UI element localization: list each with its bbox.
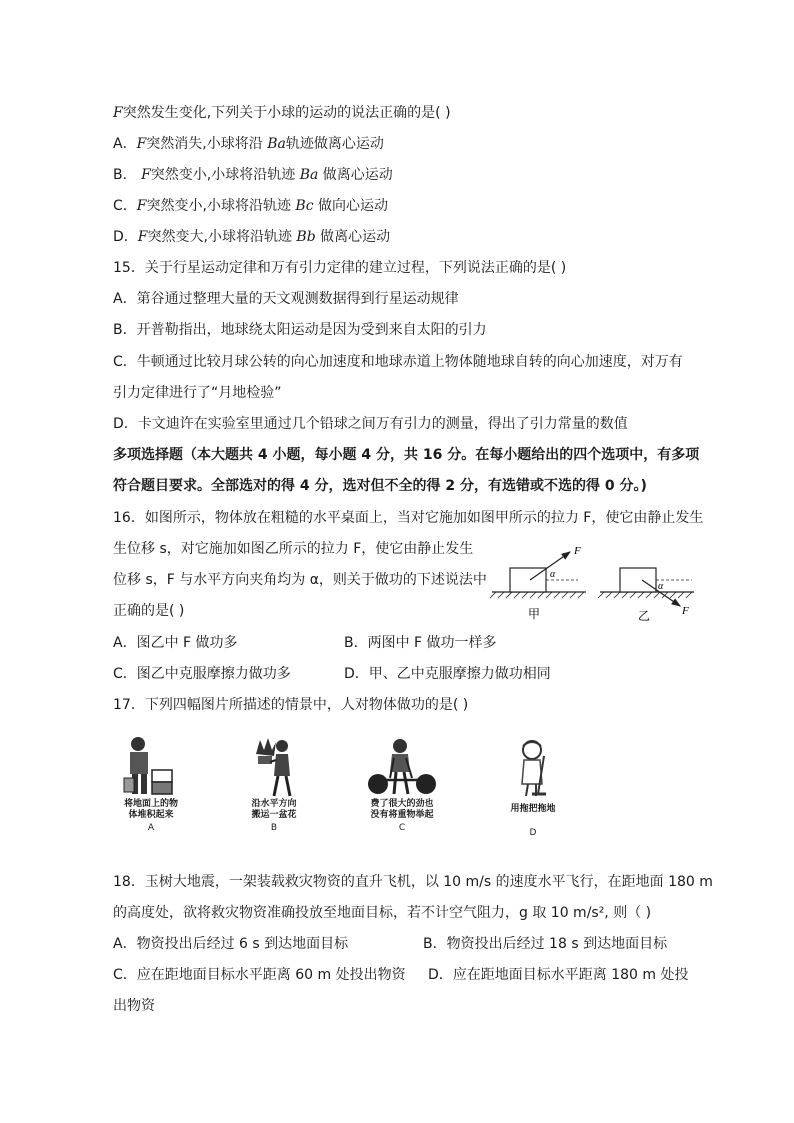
picture-caption: 将地面上的物 体堆积起来 <box>123 799 178 820</box>
q15-option-a: A．第谷通过整理大量的天文观测数据得到行星运动规律 <box>113 291 459 307</box>
figure-jia <box>490 545 586 621</box>
path-var: Bb <box>296 229 316 245</box>
q15-option-c-line1: C．牛顿通过比较月球公转的向心加速度和地球赤道上物体随地球自转的向心加速度，对万有 <box>113 354 683 370</box>
q14-stem-var: F <box>113 105 123 121</box>
force-var: F <box>136 136 147 152</box>
q16-stem-line3: 位移 s，F 与水平方向夹角均为 α，则关于做功的下述说法中 <box>113 572 487 588</box>
picture-letter: D <box>529 828 537 838</box>
section-header-line1: 多项选择题（本大题共 4 小题，每小题 4 分，共 16 分。在每小题给出的四个选项中，有多项 <box>113 447 700 463</box>
figure-yi <box>598 568 694 623</box>
force-var: F <box>136 198 147 214</box>
force-var: F <box>141 167 151 183</box>
q15-stem: 15．关于行星运动定律和万有引力定律的建立过程，下列说法正确的是( ) <box>113 260 567 276</box>
option-text: 突然消失,小球将沿 <box>146 136 268 152</box>
angle-label: α <box>658 581 664 592</box>
q14-stem <box>113 103 451 123</box>
option-text: 做离心运动 <box>315 229 391 245</box>
q16-option-c: C．图乙中克服摩擦力做功多 <box>113 666 291 682</box>
q16-option-d: D．甲、乙中克服摩擦力做功相同 <box>344 666 551 682</box>
q18-option-a: A．物资投出后经过 6 s 到达地面目标 <box>113 936 349 952</box>
option-label: A． <box>113 136 137 152</box>
block <box>510 568 546 592</box>
q14-stem-text: 突然发生变化,下列关于小球的运动的说法正确的是( ) <box>122 105 451 121</box>
q14-option-d <box>113 227 390 247</box>
angle-label: α <box>550 569 556 580</box>
force-label: F <box>574 545 581 557</box>
option-label: B． <box>113 167 137 183</box>
q18-stem-line1: 18．玉树大地震，一架装载救灾物资的直升飞机，以 10 m/s 的速度水平飞行，在距地面 180 m <box>113 874 713 890</box>
path-var: Ba <box>267 136 286 152</box>
q15-option-d: D．卡文迪许在实验室里通过几个铅球之间万有引力的测量，得出了引力常量的数值 <box>113 416 628 432</box>
option-label: C． <box>113 198 137 214</box>
force-var: F <box>137 229 148 245</box>
figure-label-jia: 甲 <box>528 607 541 621</box>
q16-option-b: B．两图中 F 做功一样多 <box>344 635 497 651</box>
option-text: 突然变小,小球将沿轨迹 <box>146 198 296 214</box>
q14-option-c <box>113 196 388 216</box>
q16-option-a: A．图乙中 F 做功多 <box>113 635 238 651</box>
q16-force-figure <box>486 540 698 630</box>
path-var: Bc <box>295 198 314 214</box>
q14-option-a <box>113 134 384 154</box>
option-label: D． <box>113 229 138 245</box>
q18-option-d-line2: 出物资 <box>113 998 155 1014</box>
q15-option-b: B．开普勒指出，地球绕太阳运动是因为受到来自太阳的引力 <box>113 322 487 338</box>
force-label: F <box>682 605 689 617</box>
q15-option-c-line2: 引力定律进行了“月地检验” <box>113 385 282 401</box>
q18-option-c: C．应在距地面目标水平距离 60 m 处投出物资 <box>113 967 406 983</box>
q16-stem-line2: 生位移 s，对它施加如图乙所示的拉力 F，使它由静止发生 <box>113 541 474 557</box>
person-carrying-flowerpot-icon <box>250 736 298 798</box>
q16-stem-line1: 16．如图所示，物体放在粗糙的水平桌面上，当对它施加如图甲所示的拉力 F，使它由静止发生 <box>113 510 704 526</box>
q18-stem-line2: 的高度处，欲将救灾物资准确投放至地面目标，若不计空气阻力，g 取 10 m/s², 则（ ) <box>113 905 652 921</box>
picture-caption: 用拖把拖地 <box>510 804 556 814</box>
picture-letter: B <box>270 823 278 833</box>
table-hatch <box>490 592 584 598</box>
table-hatch <box>598 592 692 598</box>
picture-caption: 费了很大的劲也 没有将重物举起 <box>370 799 434 820</box>
section-header-line2: 符合题目要求。全部选对的得 4 分，选对但不全的得 2 分，有选错或不选的得 0 分。) <box>113 478 647 494</box>
q17-stem: 17．下列四幅图片所描述的情景中，人对物体做功的是( ) <box>113 697 469 713</box>
picture-letter: A <box>147 823 155 833</box>
q18-option-d-line1: D．应在距地面目标水平距离 180 m 处投 <box>428 967 689 983</box>
person-mopping-floor-icon <box>508 738 558 800</box>
block <box>620 568 656 592</box>
option-text: 突然变小,小球将沿轨迹 <box>150 167 300 183</box>
path-var: Ba <box>299 167 319 183</box>
person-stacking-boxes-icon <box>122 734 180 798</box>
option-text: 轨迹做离心运动 <box>285 136 384 152</box>
q18-option-b: B．物资投出后经过 18 s 到达地面目标 <box>423 936 668 952</box>
option-text: 做向心运动 <box>313 198 388 214</box>
option-text: 做离心运动 <box>318 167 393 183</box>
q14-option-b <box>113 165 393 185</box>
picture-caption: 沿水平方向 搬运一盆花 <box>251 799 297 820</box>
picture-letter: C <box>398 823 406 833</box>
person-lifting-barbell-icon <box>366 736 438 798</box>
option-text: 突然变大,小球将沿轨迹 <box>147 229 297 245</box>
q16-stem-line4: 正确的是( ) <box>113 603 185 619</box>
figure-label-yi: 乙 <box>638 609 651 623</box>
